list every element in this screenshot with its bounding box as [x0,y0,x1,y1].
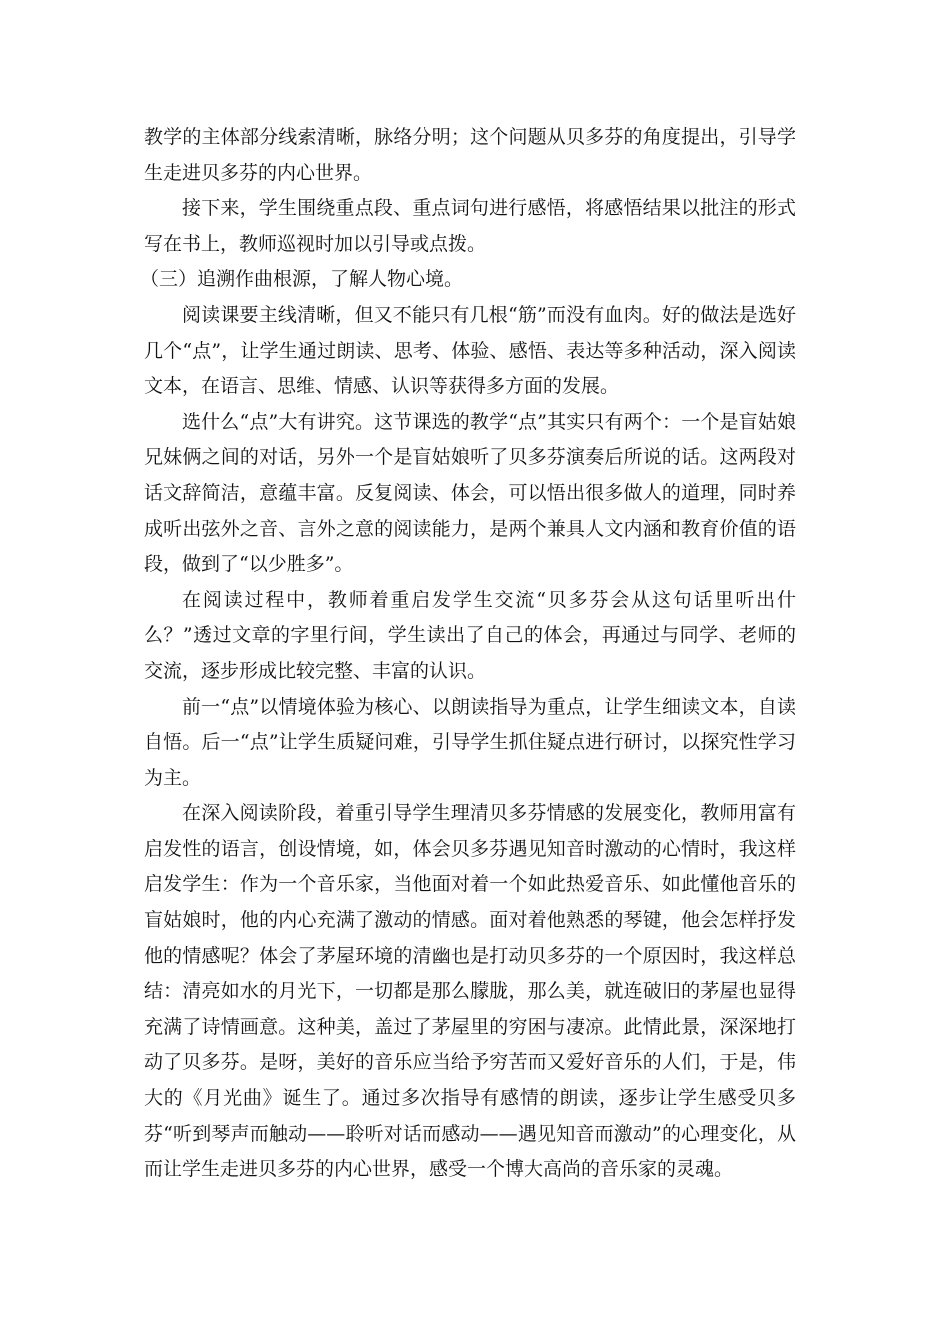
paragraph: 在阅读过程中，教师着重启发学生交流“贝多芬会从这句话里听出什么？”透过文章的字里行间，学生读出了自己的体会，再通过与同学、老师的交流，逐步形成比较完整、丰富的认识。 [144,588,796,682]
document-body [140,120,796,1188]
paragraph: 选什么“点”大有讲究。这节课选的教学“点”其实只有两个：一个是盲姑娘兄妹俩之间的对话，另外一个是盲姑娘听了贝多芬演奏后所说的话。这两段对话文辞简洁，意蕴丰富。反复阅读、体会，可以悟出很多做人的道理，同时养成听出弦外之音、言外之意的阅读能力，是两个兼具人文内涵和教育价值的语段，做到了“以少胜多”。 [144,410,796,576]
paragraph: 阅读课要主线清晰，但又不能只有几根“筋”而没有血肉。好的做法是选好几个“点”，让学生通过朗读、思考、体验、感悟、表达等多种活动，深入阅读文本，在语言、思维、情感、认识等获得多方面的发展。 [144,303,796,398]
section-heading: （三）追溯作曲根源，了解人物心境。 [140,268,464,291]
paragraph: 前一“点”以情境体验为核心、以朗读指导为重点，让学生细读文本，自读自悟。后一“点”让学生质疑问难，引导学生抓住疑点进行研讨，以探究性学习为主。 [144,695,796,789]
paragraph-continuation: 教学的主体部分线索清晰，脉络分明；这个问题从贝多芬的角度提出，引导学生走进贝多芬的内心世界。 [144,126,796,184]
paragraph: 在深入阅读阶段，着重引导学生理清贝多芬情感的发展变化，教师用富有启发性的语言，创设情境，如，体会贝多芬遇见知音时激动的心情时，我这样启发学生：作为一个音乐家，当他面对着一个如此热爱音乐、如此懂他音乐的盲姑娘时，他的内心充满了激动的情感。面对着他熟悉的琴键，他会怎样抒发他的情感呢？体会了茅屋环境的清幽也是打动贝多芬的一个原因时，我这样总结：清亮如水的月光下，一切都是那么朦胧，那么美，就连破旧的茅屋也显得充满了诗情画意。这种美，盖过了茅屋里的穷困与凄凉。此情此景，深深地打动了贝多芬。是呀，美好的音乐应当给予穷苦而又爱好音乐的人们，于是，伟大的《月光曲》诞生了。通过多次指导有感情的朗读，逐步让学生感受贝多芬“听到琴声而触动——聆听对话而感动——遇见知音而激动”的心理变化，从而让学生走进贝多芬的内心世界，感受一个博大高尚的音乐家的灵魂。 [144,802,796,1181]
paragraph: 接下来，学生围绕重点段、重点词句进行感悟，将感悟结果以批注的形式写在书上，教师巡视时加以引导或点拨。 [144,197,796,255]
